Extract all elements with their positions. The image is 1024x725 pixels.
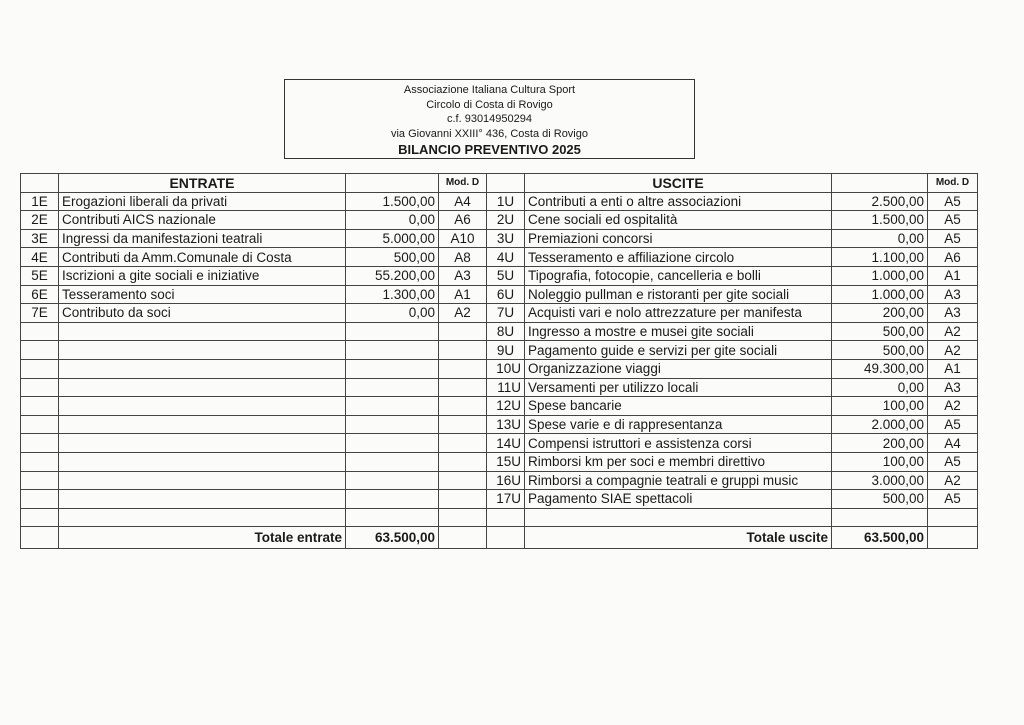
table-row <box>21 397 978 416</box>
uscita-amount: 100,00 <box>832 452 928 471</box>
entrata-desc: Erogazioni liberali da privati <box>59 192 346 211</box>
uscita-amount: 1.000,00 <box>832 266 928 285</box>
entrata-code: 4E <box>21 248 59 267</box>
entrate-header: ENTRATE <box>59 174 346 193</box>
uscita-mod: A1 <box>928 266 978 285</box>
association-name: Associazione Italiana Cultura Sport <box>403 84 576 96</box>
uscita-desc: Pagamento guide e servizi per gite sociali <box>525 341 832 360</box>
uscita-amount: 2.500,00 <box>832 192 928 211</box>
entrata-amount: 55.200,00 <box>346 266 439 285</box>
entrata-code: 7E <box>21 304 59 323</box>
entrata-code: 3E <box>21 229 59 248</box>
entrata-code: 2E <box>21 211 59 230</box>
uscita-mod: A3 <box>928 285 978 304</box>
uscita-amount: 0,00 <box>832 229 928 248</box>
uscita-amount: 200,00 <box>832 434 928 453</box>
entrata-code: 1E <box>21 192 59 211</box>
uscita-desc: Spese varie e di rappresentanza <box>525 415 832 434</box>
uscita-code: 3U <box>487 229 525 248</box>
uscita-desc: Tesseramento e affiliazione circolo <box>525 248 832 267</box>
entrata-desc: Tesseramento soci <box>59 285 346 304</box>
uscita-mod: A2 <box>928 322 978 341</box>
document-header <box>284 79 695 159</box>
table-row <box>21 304 978 323</box>
entrata-code: 5E <box>21 266 59 285</box>
entrata-amount: 1.500,00 <box>346 192 439 211</box>
uscita-mod: A5 <box>928 192 978 211</box>
uscita-amount: 2.000,00 <box>832 415 928 434</box>
entrata-amount: 5.000,00 <box>346 229 439 248</box>
uscita-desc: Premiazioni concorsi <box>525 229 832 248</box>
total-entrate-value: 63.500,00 <box>346 526 439 548</box>
uscita-mod: A6 <box>928 248 978 267</box>
uscita-amount: 500,00 <box>832 490 928 509</box>
uscita-mod: A5 <box>928 229 978 248</box>
uscita-desc: Rimborsi a compagnie teatrali e gruppi music <box>525 471 832 490</box>
entrata-mod: A10 <box>439 229 487 248</box>
total-uscite-label: Totale uscite <box>525 526 832 548</box>
entrata-mod: A6 <box>439 211 487 230</box>
uscita-amount: 49.300,00 <box>832 359 928 378</box>
entrata-mod: A1 <box>439 285 487 304</box>
total-uscite-value: 63.500,00 <box>832 526 928 548</box>
uscita-code: 7U <box>487 304 525 323</box>
uscita-amount: 1.000,00 <box>832 285 928 304</box>
uscita-desc: Tipografia, fotocopie, cancelleria e bolli <box>525 266 832 285</box>
uscita-code: 2U <box>487 211 525 230</box>
uscita-desc: Spese bancarie <box>525 397 832 416</box>
uscita-desc: Versamenti per utilizzo locali <box>525 378 832 397</box>
uscita-code: 11U <box>487 378 525 397</box>
table-row <box>21 322 978 341</box>
table-row <box>21 378 978 397</box>
entrata-mod: A4 <box>439 192 487 211</box>
uscita-desc: Rimborsi km per soci e membri direttivo <box>525 452 832 471</box>
circle-name: Circolo di Costa di Rovigo <box>426 98 553 111</box>
entrata-desc: Iscrizioni a gite sociali e iniziative <box>59 266 346 285</box>
uscita-amount: 1.500,00 <box>832 211 928 230</box>
uscita-mod: A3 <box>928 304 978 323</box>
uscita-mod: A5 <box>928 211 978 230</box>
entrata-mod: A2 <box>439 304 487 323</box>
entrata-amount: 0,00 <box>346 304 439 323</box>
fiscal-code: c.f. 93014950294 <box>446 113 533 125</box>
table-row <box>21 248 978 267</box>
entrata-amount: 1.300,00 <box>346 285 439 304</box>
uscita-mod: A2 <box>928 471 978 490</box>
uscita-code: 14U <box>487 434 525 453</box>
uscita-code: 10U <box>487 359 525 378</box>
table-row <box>21 359 978 378</box>
uscita-code: 6U <box>487 285 525 304</box>
entrata-mod: A3 <box>439 266 487 285</box>
entrata-desc: Contributi da Amm.Comunale di Costa <box>59 248 346 267</box>
uscita-mod: A1 <box>928 359 978 378</box>
table-row <box>21 434 978 453</box>
table-row <box>21 192 978 211</box>
table-row <box>21 341 978 360</box>
uscita-mod: A5 <box>928 415 978 434</box>
uscita-code: 16U <box>487 471 525 490</box>
uscita-amount: 100,00 <box>832 397 928 416</box>
entrata-amount: 0,00 <box>346 211 439 230</box>
uscita-amount: 500,00 <box>832 322 928 341</box>
uscita-desc: Ingresso a mostre e musei gite sociali <box>525 322 832 341</box>
uscita-mod: A5 <box>928 452 978 471</box>
uscita-mod: A4 <box>928 434 978 453</box>
uscita-code: 4U <box>487 248 525 267</box>
uscita-code: 12U <box>487 397 525 416</box>
uscita-amount: 0,00 <box>832 378 928 397</box>
table-row <box>21 490 978 509</box>
uscita-code: 17U <box>487 490 525 509</box>
mod-header-uscite: Mod. D <box>928 174 978 193</box>
table-row <box>21 285 978 304</box>
uscita-code: 9U <box>487 341 525 360</box>
uscita-code: 5U <box>487 266 525 285</box>
document-title: BILANCIO PREVENTIVO 2025 <box>398 142 581 157</box>
uscita-amount: 1.100,00 <box>832 248 928 267</box>
uscita-mod: A3 <box>928 378 978 397</box>
table-row <box>21 266 978 285</box>
uscita-desc: Organizzazione viaggi <box>525 359 832 378</box>
entrata-desc: Contributi AICS nazionale <box>59 211 346 230</box>
uscita-mod: A5 <box>928 490 978 509</box>
uscita-desc: Cene sociali ed ospitalità <box>525 211 832 230</box>
uscita-desc: Contributi a enti o altre associazioni <box>525 192 832 211</box>
uscita-code: 13U <box>487 415 525 434</box>
table-row <box>21 471 978 490</box>
spacer-row <box>21 508 978 526</box>
uscita-code: 1U <box>487 192 525 211</box>
budget-table <box>20 173 978 549</box>
uscite-header: USCITE <box>525 174 832 193</box>
uscita-code: 8U <box>487 322 525 341</box>
table-header-row <box>21 174 978 193</box>
uscita-mod: A2 <box>928 397 978 416</box>
table-row <box>21 415 978 434</box>
table-row <box>21 211 978 230</box>
uscita-desc: Compensi istruttori e assistenza corsi <box>525 434 832 453</box>
uscita-desc: Acquisti vari e nolo attrezzature per manifesta <box>525 304 832 323</box>
entrata-mod: A8 <box>439 248 487 267</box>
uscita-desc: Noleggio pullman e ristoranti per gite sociali <box>525 285 832 304</box>
uscita-amount: 3.000,00 <box>832 471 928 490</box>
uscita-amount: 200,00 <box>832 304 928 323</box>
uscita-mod: A2 <box>928 341 978 360</box>
uscita-code: 15U <box>487 452 525 471</box>
total-entrate-label: Totale entrate <box>59 526 346 548</box>
address: via Giovanni XXIII° 436, Costa di Rovigo <box>390 127 588 140</box>
table-row <box>21 229 978 248</box>
entrata-desc: Contributo da soci <box>59 304 346 323</box>
table-row <box>21 452 978 471</box>
entrata-amount: 500,00 <box>346 248 439 267</box>
totals-row <box>21 526 978 548</box>
uscita-amount: 500,00 <box>832 341 928 360</box>
mod-header-entrate: Mod. D <box>439 174 487 193</box>
entrata-code: 6E <box>21 285 59 304</box>
entrata-desc: Ingressi da manifestazioni teatrali <box>59 229 346 248</box>
uscita-desc: Pagamento SIAE spettacoli <box>525 490 832 509</box>
